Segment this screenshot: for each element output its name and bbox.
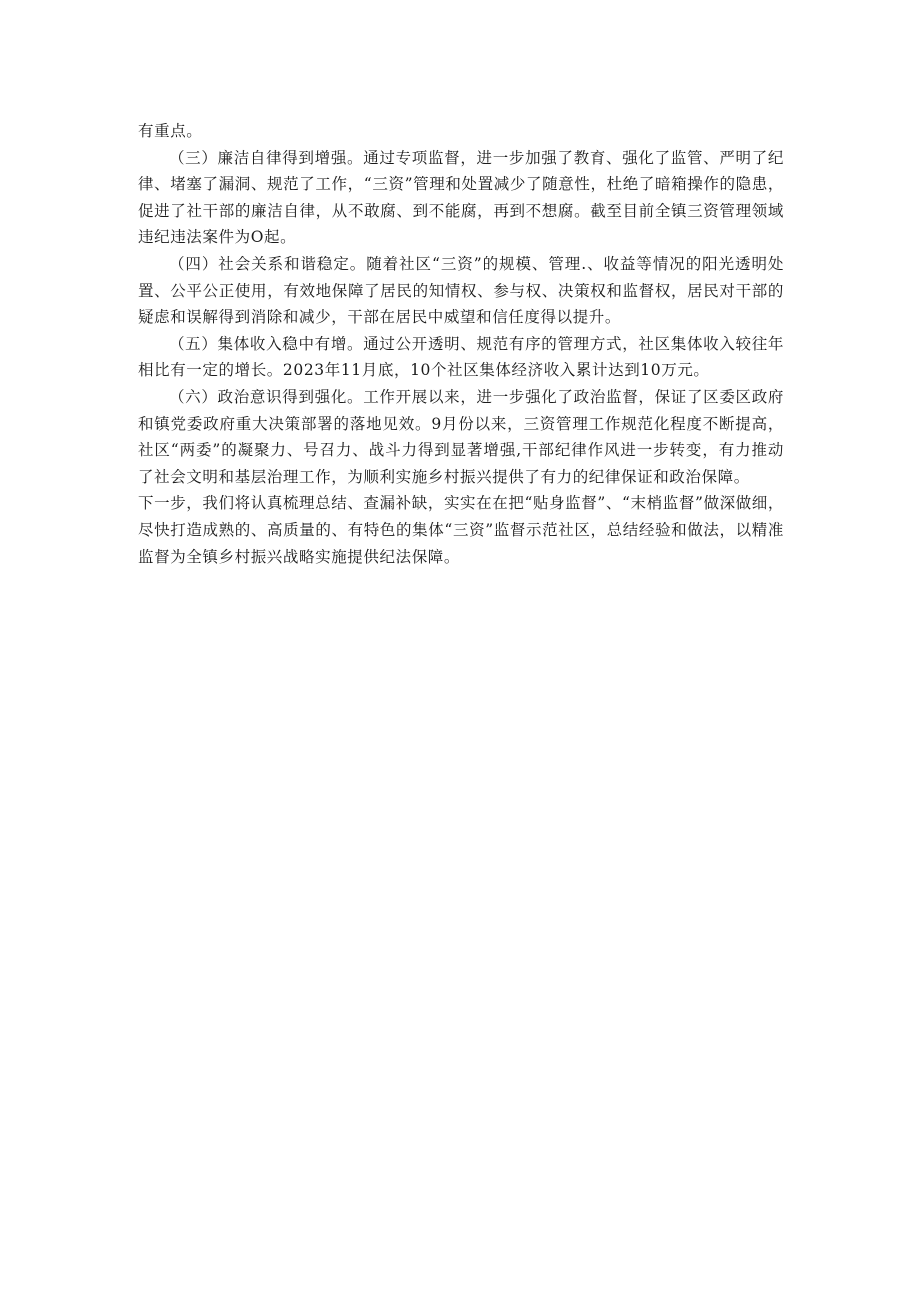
- paragraph-next-steps: 下一步，我们将认真梳理总结、查漏补缺，实实在在把“贴身监督”、“末梢监督”做深做细，尽快打造成熟的、高质量的、有特色的集体“三资”监督示范社区，总结经验和做法，以精准监督为全镇乡村振兴战略实施提供纪法保障。: [138, 494, 784, 566]
- paragraph-political-awareness: （六）政治意识得到强化。工作开展以来，进一步强化了政治监督，保证了区委区政府和镇党委政府重大决策部署的落地见效。9月份以来，三资管理工作规范化程度不断提高，社区“两委”的凝聚力、号召力、战斗力得到显著增强,干部纪律作风进一步转变，有力推动了社会文明和基层治理工作，为顺利实施乡村振兴提供了有力的纪律保证和政治保障。: [138, 387, 784, 486]
- paragraph-social-harmony: （四）社会关系和谐稳定。随着社区“三资”的规模、管理.、收益等情况的阳光透明处置、公平公正使用，有效地保障了居民的知情权、参与权、决策权和监督权，居民对干部的疑虑和误解得到消除和减少，干部在居民中威望和信任度得以提升。: [138, 254, 784, 327]
- paragraph-integrity: （三）廉洁自律得到增强。通过专项监督，进一步加强了教育、强化了监管、严明了纪律、堵塞了漏洞、规范了工作，“三资”管理和处置减少了随意性，杜绝了暗箱操作的隐患，促进了社干部的廉洁自律，从不敢腐、到不能腐，再到不想腐。截至目前全镇三资管理领域违纪违法案件为O起。: [138, 148, 784, 247]
- paragraph-collective-income: （五）集体收入稳中有增。通过公开透明、规范有序的管理方式，社区集体收入较往年相比有一定的增长。2023年11月底，10个社区集体经济收入累计达到10万元。: [138, 334, 784, 380]
- paragraph-continuation: 有重点。: [138, 122, 203, 140]
- document-body: [138, 118, 784, 570]
